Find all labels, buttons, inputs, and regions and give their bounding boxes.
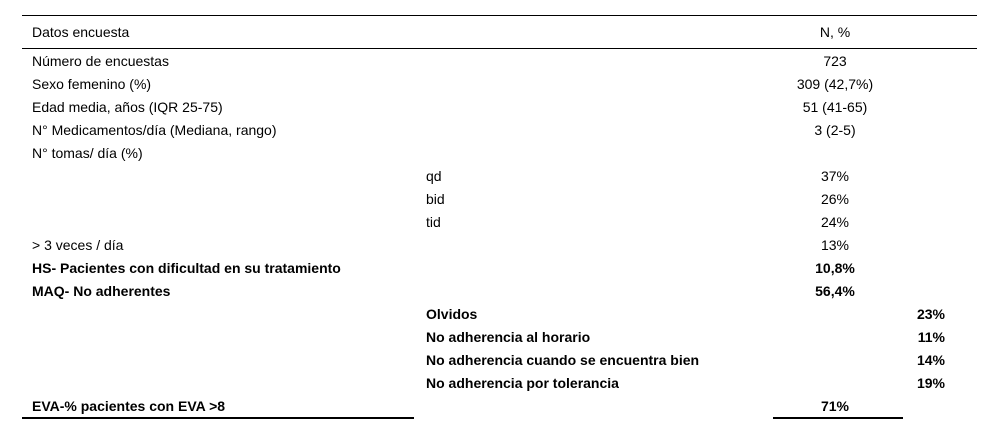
row-label: Sexo femenino (%) [32, 76, 152, 92]
row-sublabel: No adherencia cuando se encuentra bien [426, 352, 700, 368]
row-subvalue: 11% [917, 329, 945, 345]
row-sublabel: No adherencia por tolerancia [426, 375, 619, 391]
row-value: 56,4% [815, 283, 855, 299]
row-value: 24% [820, 214, 850, 230]
row-value: 10,8% [815, 260, 855, 276]
row-subvalue: 23% [916, 306, 945, 322]
row-value: 13% [820, 237, 850, 253]
row-subvalue: 14% [916, 352, 945, 368]
row-sublabel: No adherencia al horario [426, 329, 591, 345]
row-value: 37% [820, 168, 850, 184]
table-header-rule [22, 48, 977, 49]
row-sublabel: Olvidos [426, 306, 478, 322]
row-label: HS- Pacientes con dificultad en su tratamiento [32, 260, 341, 276]
row-sublabel: bid [426, 191, 445, 207]
row-label: N° Medicamentos/día (Mediana, rango) [32, 122, 277, 138]
table-bottom-rule-left [22, 417, 414, 419]
row-subvalue: 19% [916, 375, 945, 391]
row-value: 71% [820, 398, 850, 414]
header-survey-data: Datos encuesta [32, 24, 130, 40]
row-label: > 3 veces / día [32, 237, 124, 253]
row-sublabel: qd [426, 168, 442, 184]
row-label: EVA-% pacientes con EVA >8 [32, 398, 226, 414]
row-value: 309 (42,7%) [796, 76, 874, 92]
row-value: 3 (2-5) [814, 122, 856, 138]
row-value: 26% [820, 191, 850, 207]
row-label: MAQ- No adherentes [32, 283, 171, 299]
row-label: N° tomas/ día (%) [32, 145, 143, 161]
header-n-percent: N, % [819, 24, 851, 40]
row-value: 723 [823, 53, 847, 69]
row-value: 51 (41-65) [802, 99, 868, 115]
table-bottom-rule-right [773, 417, 903, 419]
table-top-rule [22, 15, 977, 16]
row-label: Número de encuestas [32, 53, 169, 69]
row-sublabel: tid [426, 214, 441, 230]
row-label: Edad media, años (IQR 25-75) [32, 99, 223, 115]
